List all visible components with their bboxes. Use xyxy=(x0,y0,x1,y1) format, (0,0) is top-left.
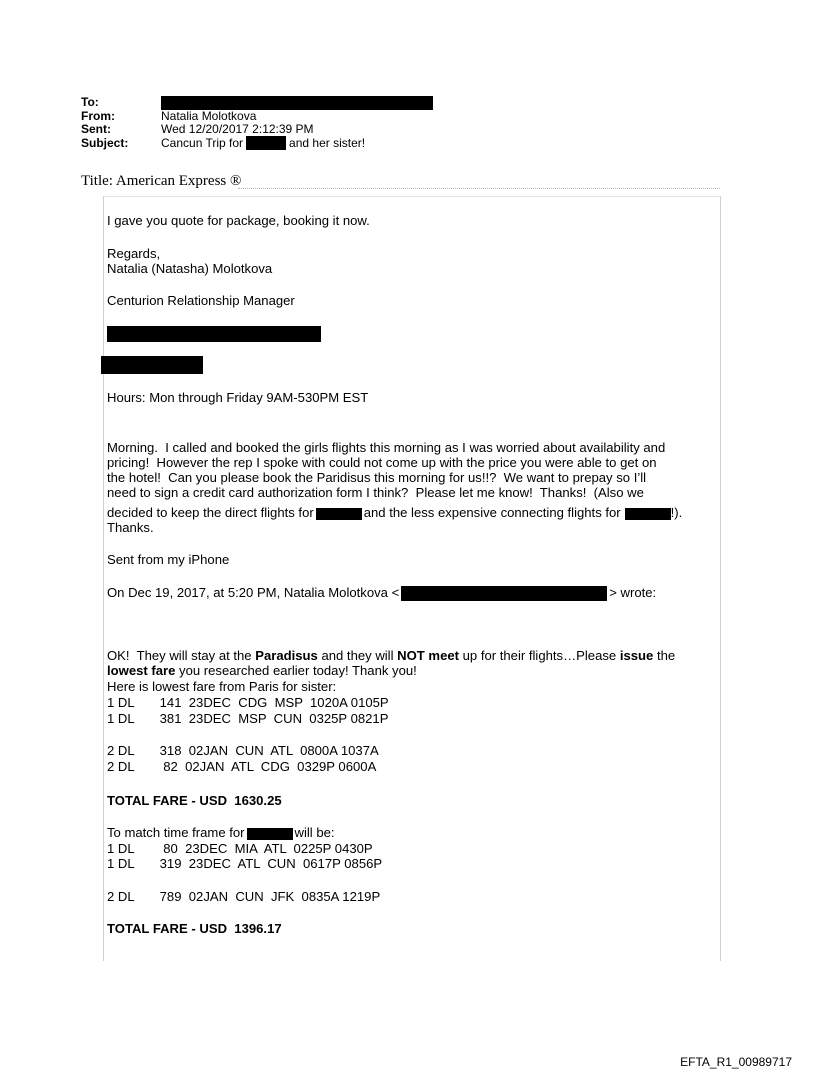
email-header xyxy=(81,96,433,150)
quote-text: and they will xyxy=(317,648,398,663)
match-b: will be: xyxy=(294,825,335,840)
redaction-email xyxy=(401,586,607,601)
quote-text: OK! They will stay at the xyxy=(107,648,256,663)
subject-row xyxy=(81,137,433,151)
request-line-6: Thanks. xyxy=(107,520,154,535)
flight-row: 1 DL 319 23DEC ATL CUN 0617P 0856P xyxy=(107,856,383,871)
on-wrote-a: On Dec 19, 2017, at 5:20 PM, Natalia Molotkova < xyxy=(107,585,400,600)
subject-label: Subject: xyxy=(81,135,129,150)
from-value: Natalia Molotkova xyxy=(161,108,257,123)
redaction-name-3 xyxy=(247,828,293,840)
sent-from: Sent from my iPhone xyxy=(107,552,230,567)
on-wrote xyxy=(107,586,656,601)
subject-text-2: and her sister! xyxy=(289,135,366,150)
redaction-contact-1 xyxy=(107,326,321,342)
total-fare-2: TOTAL FARE - USD 1396.17 xyxy=(107,921,282,936)
request-line-2: pricing! However the rep I spoke with could not come up with the price you were able to get on xyxy=(107,455,657,470)
flight-row: 1 DL 80 23DEC MIA ATL 0225P 0430P xyxy=(107,841,373,856)
on-wrote-b: > wrote: xyxy=(609,585,657,600)
flight-row: 1 DL 381 23DEC MSP CUN 0325P 0821P xyxy=(107,711,389,726)
quote-bold: Paradisus xyxy=(255,648,318,663)
reply-hours: Hours: Mon through Friday 9AM-530PM EST xyxy=(107,390,369,405)
reply-line: I gave you quote for package, booking it now. xyxy=(107,213,370,228)
quote-line-1 xyxy=(107,649,675,664)
redaction-name-1 xyxy=(316,508,362,520)
request-line-5 xyxy=(107,506,682,521)
request-line-3: the hotel! Can you please book the Paridisus this morning for us!!? We want to prepay so I’ll xyxy=(107,470,647,485)
quote-line-2 xyxy=(107,664,417,679)
match-a: To match time frame for xyxy=(107,825,245,840)
quote-text: up for their flights…Please xyxy=(459,648,620,663)
quote-text: you researched earlier today! Thank you! xyxy=(175,663,417,678)
from-row xyxy=(81,110,433,124)
to-label: To: xyxy=(81,95,99,110)
sent-label: Sent: xyxy=(81,122,111,137)
flight-row: 2 DL 789 02JAN CUN JFK 0835A 1219P xyxy=(107,889,381,904)
quote-text: the xyxy=(653,648,676,663)
quote-bold: issue xyxy=(619,648,654,663)
total-fare-1: TOTAL FARE - USD 1630.25 xyxy=(107,793,282,808)
request-line-5c: !). xyxy=(670,505,683,520)
sent-row xyxy=(81,123,433,137)
redaction-contact-2 xyxy=(101,356,203,374)
request-line-4: need to sign a credit card authorization form I think? Please let me know! Thanks! (Also we xyxy=(107,485,644,500)
document-id: EFTA_R1_00989717 xyxy=(680,1055,792,1069)
flight-row: 1 DL 141 23DEC CDG MSP 1020A 0105P xyxy=(107,695,389,710)
reply-regards: Regards, xyxy=(107,246,161,261)
quote-line-3: Here is lowest fare from Paris for sister: xyxy=(107,679,337,694)
reply-role: Centurion Relationship Manager xyxy=(107,293,295,308)
subject-text-1: Cancun Trip for xyxy=(161,135,244,150)
sent-value: Wed 12/20/2017 2:12:39 PM xyxy=(161,122,314,137)
to-row xyxy=(81,96,433,110)
page-title: Title: American Express ® xyxy=(81,173,242,189)
reply-name: Natalia (Natasha) Molotkova xyxy=(107,261,273,276)
from-label: From: xyxy=(81,108,115,123)
redaction-subject xyxy=(246,136,286,150)
title-divider xyxy=(238,188,720,189)
quote-bold: NOT meet xyxy=(397,648,459,663)
quote-bold: lowest fare xyxy=(107,663,176,678)
flight-row: 2 DL 82 02JAN ATL CDG 0329P 0600A xyxy=(107,759,377,774)
flight-row: 2 DL 318 02JAN CUN ATL 0800A 1037A xyxy=(107,743,379,758)
request-line-1: Morning. I called and booked the girls flights this morning as I was worried about availability and xyxy=(107,440,666,455)
request-line-5b: and the less expensive connecting flights for xyxy=(363,505,621,520)
match-line xyxy=(107,826,335,841)
request-line-5a: decided to keep the direct flights for xyxy=(107,505,314,520)
redaction-to xyxy=(161,96,433,110)
redaction-name-2 xyxy=(625,508,671,520)
